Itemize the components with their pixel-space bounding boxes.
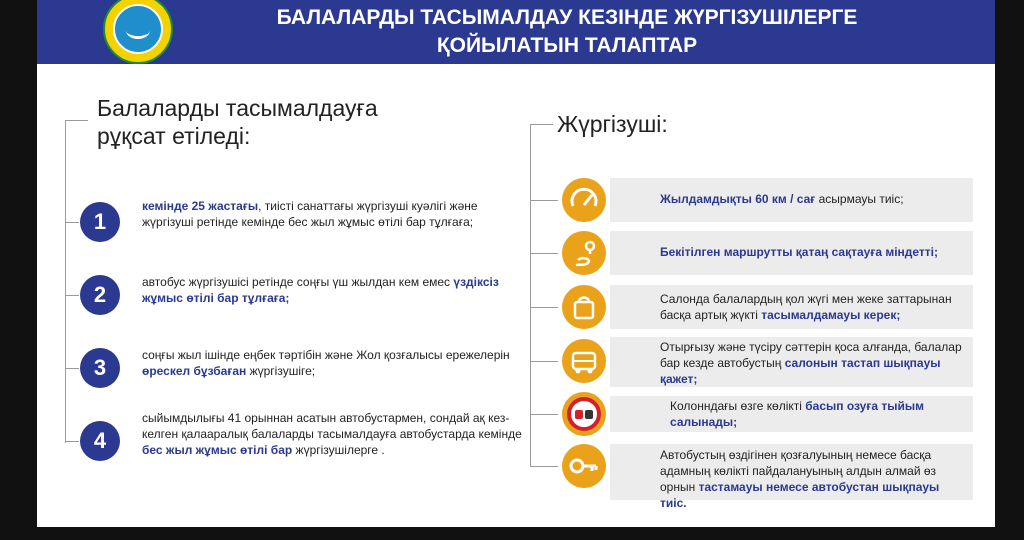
header-bar (37, 0, 995, 64)
right-item-6: Автобустың өздігінен қозғалуының немесе басқа адамның көлікті пайдалануының алдын алмай өз орнын тастамауы немесе автобустан шықпауы тиіс. (610, 444, 973, 500)
book-icon (126, 22, 150, 39)
right-item-1: Жылдамдықты 60 км / сағ асырмауы тиіс; (610, 178, 973, 222)
left-item-3: соңғы жыл ішінде еңбек тәртібін және Жол қозғалысы ережелерін өрескел бұзбаған жүргізушіге; (142, 348, 510, 378)
right-item-4: Отырғызу және түсіру сәттерін қоса алғанда, балалар бар кезде автобустың салонын тастап шықпауы қажет; (610, 337, 973, 387)
bus-icon (562, 339, 606, 383)
left-section-title: Балаларды тасымалдауға рұқсат етіледі: (97, 95, 378, 149)
bag-icon (562, 285, 606, 329)
page-title: БАЛАЛАРДЫ ТАСЫМАЛДАУ КЕЗІНДЕ ЖҮРГІЗУШІЛЕРГЕ ҚОЙЫЛАТЫН ТАЛАПТАР (276, 6, 858, 57)
right-item-2: Бекітілген маршрутты қатаң сақтауға міндетті; (610, 231, 973, 275)
left-item-4: сыйымдылығы 41 орыннан асатын автобустармен, сондай ақ кез-келген қалааралық балаларды тасымалдауға автобустарда кемінде бес жыл жұмыс өтілі бар жүргізушілерге . (142, 411, 522, 457)
number-badge-2: 2 (80, 275, 120, 315)
right-section-title: Жүргізуші: (557, 111, 668, 137)
number-badge-3: 3 (80, 348, 120, 388)
ministry-logo (103, 0, 173, 64)
route-map-icon (562, 231, 606, 275)
right-bracket-line (530, 124, 553, 467)
key-icon (562, 444, 606, 488)
number-badge-4: 4 (80, 421, 120, 461)
left-item-2: автобус жүргізушісі ретінде соңғы үш жылдан кем емес үздіксіз жұмыс өтілі бар тұлғаға; (142, 275, 499, 305)
no-overtaking-icon (562, 392, 606, 436)
speedometer-icon (562, 178, 606, 222)
right-item-5: Колонндағы өзге көлікті басып озуға тыйым салынады; (610, 396, 973, 432)
left-item-1: кемінде 25 жастағы, тиісті санаттағы жүргізуші куәлігі және жүргізуші ретінде кемінде бес жыл жұмыс өтілі бар тұлғаға; (142, 199, 478, 229)
slide (37, 0, 995, 527)
right-item-3: Салонда балалардың қол жүгі мен жеке заттарынан басқа артық жүкті тасымалдамауы керек; (610, 285, 973, 329)
number-badge-1: 1 (80, 202, 120, 242)
